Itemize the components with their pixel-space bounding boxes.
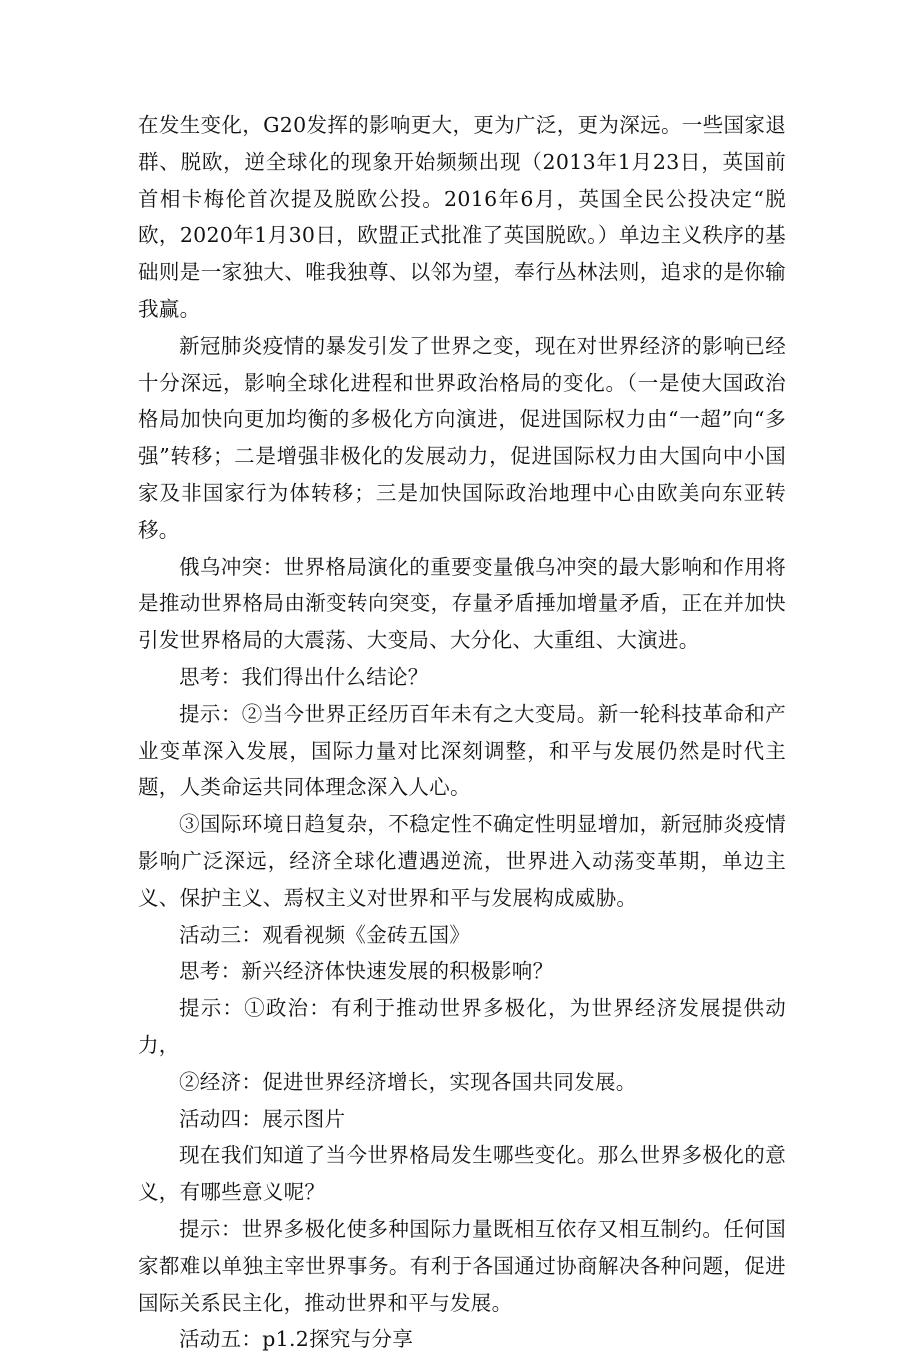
paragraph-activity-five: 活动五：p1.2探究与分享 [179, 1327, 414, 1352]
paragraph-multipolarity-question: 现在我们知道了当今世界格局发生哪些变化。那么世界多极化的意义，有哪些意义呢？ [138, 1143, 786, 1205]
paragraph-hint-multipolarity: 提示：世界多极化使多种国际力量既相互依存又相互制约。任何国家都难以单独主宰世界事务。有利于各国通过协商解决各种问题，促进国际关系民主化，推动世界和平与发展。 [138, 1216, 786, 1315]
paragraph-activity-three: 活动三：观看视频《金砖五国》 [179, 922, 471, 947]
paragraph-hint-great-changes: 提示：②当今世界正经历百年未有之大变局。新一轮科技革命和产业变革深入发展，国际力量对比深刻调整，和平与发展仍然是时代主题，人类命运共同体理念深入人心。 [138, 701, 786, 800]
paragraph-g20-and-unilateralism: 在发生变化，G20发挥的影响更大，更为广泛，更为深远。一些国家退群、脱欧，逆全球化的现象开始频频出现（2013年1月23日，英国前首相卡梅伦首次提及脱欧公投。2016年6月，英国全民公投决定“脱欧，2020年1月30日，欧盟正式批准了英国脱欧。）单边主义秩序的基础则是一家独大、唯我独尊、以邻为望，奉行丛林法则，追求的是你输我赢。 [138, 113, 786, 321]
paragraph-activity-four: 活动四：展示图片 [179, 1106, 346, 1131]
paragraph-russia-ukraine-conflict: 俄乌冲突：世界格局演化的重要变量俄乌冲突的最大影响和作用将是推动世界格局由渐变转向突变，存量矛盾捶加增量矛盾，正在并加快引发世界格局的大震荡、大变局、大分化、大重组、大演进。 [138, 554, 786, 653]
paragraph-think-conclusion: 思考：我们得出什么结论？ [179, 664, 429, 689]
paragraph-hint-political: 提示：①政治：有利于推动世界多极化，为世界经济发展提供动力， [138, 996, 786, 1057]
document-page [138, 107, 786, 1358]
paragraph-covid-impact: 新冠肺炎疫情的暴发引发了世界之变，现在对世界经济的影响已经十分深远，影响全球化进程和世界政治格局的变化。（一是使大国政治格局加快向更加均衡的多极化方向演进，促进国际权力由“一超”向“多强”转移；二是增强非极化的发展动力，促进国际权力由大国向中小国家及非国家行为体转移；三是加快国际政治地理中心由欧美向东亚转移。 [138, 333, 786, 542]
paragraph-hint-complex-environment: ③国际环境日趋复杂，不稳定性不确定性明显增加，新冠肺炎疫情影响广泛深远，经济全球化遭遇逆流，世界进入动荡变革期，单边主义、保护主义、焉权主义对世界和平与发展构成威胁。 [138, 812, 786, 910]
paragraph-hint-economic: ②经济：促进世界经济增长，实现各国共同发展。 [179, 1069, 637, 1094]
paragraph-think-emerging-economies: 思考：新兴经济体快速发展的积极影响？ [179, 959, 554, 984]
